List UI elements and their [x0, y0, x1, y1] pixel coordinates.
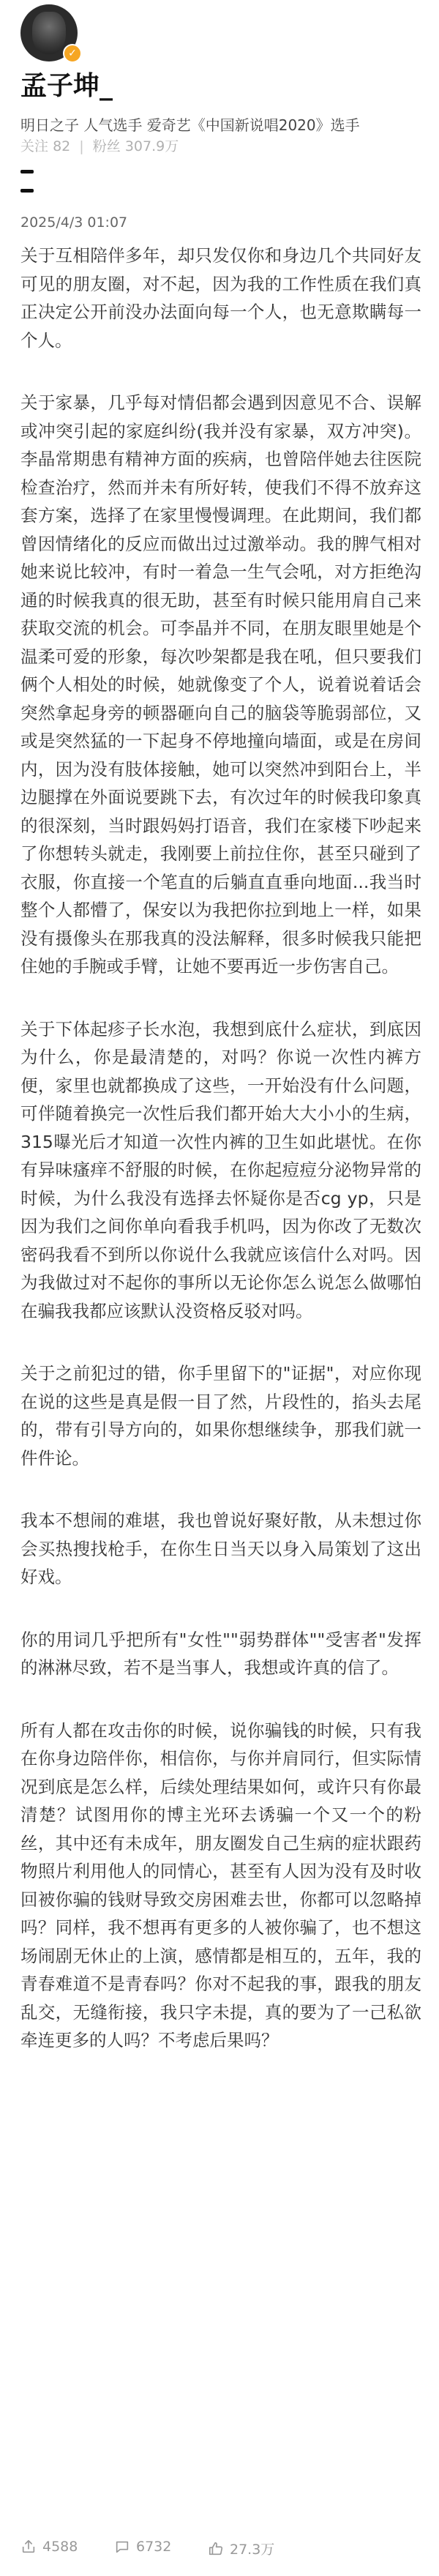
profile-header: [0, 0, 439, 154]
post-date: 2025/4/3 01:07: [20, 214, 128, 231]
post-action-bar: [20, 2533, 421, 2562]
profile-name[interactable]: 孟子坤_: [20, 71, 113, 101]
followers-label[interactable]: 粉丝: [92, 138, 121, 154]
verified-badge-icon: ✓: [63, 44, 82, 63]
dash-divider: [20, 189, 34, 193]
profile-stats: [20, 138, 179, 155]
post-paragraph: 关于下体起疹子长水泡，我想到底什么症状，到底因为什么，你是最清楚的，对吗？你说一次性内裤方便，家里也就都换成了这些，一开始没有什么问题，可伴随着换完一次性后我们都开始大大小小的生病，315曝光后才知道一次性内裤的卫生如此堪忧。在你有异味瘙痒不舒服的时候，在你起痘痘分泌物异常的时候，为什么我没有选择去怀疑你是否cg yp，只是因为我们之间你单向看我手机吗，因为你改了无数次密码我看不到所以你说什么我就应该信什么对吗。因为我做过对不起你的事所以无论你怎么说怎么做哪怕在骗我我都应该默认没资格反驳对吗。: [20, 1018, 421, 1321]
comment-icon: [114, 2539, 130, 2555]
post-paragraph: 关于互相陪伴多年，却只发仅你和身边几个共同好友可见的朋友圈，对不起，因为我的工作性质在我们真正决定公开前没办法面向每一个人，也无意欺瞒每一个人。: [20, 245, 421, 351]
post-paragraph: 所有人都在攻击你的时候，说你骗钱的时候，只有我在你身边陪伴你，相信你，与你并肩同行，但实际情况到底是怎么样，后续处理结果如何，或许只有你最清楚？试图用你的博主光环去诱骗一个又一个的粉丝，其中还有未成年，朋友圈发自己生病的症状跟药物照片利用他人的同情心，甚至有人因为没有及时收回被你骗的钱财导致交房困难去世，你都可以忽略掉吗？同样，我不想再有更多的人被你骗了，也不想这场闹剧无休止的上演，感情都是相互的，五年，我的青春难道不是青春吗？你对不起我的事，跟我的朋友乱交，无缝衔接，我只字未提，真的要为了一己私欲牵连更多的人吗？不考虑后果吗？: [20, 1720, 421, 2050]
share-icon: [20, 2539, 37, 2555]
followers-count[interactable]: 307.9万: [124, 138, 179, 154]
comment-count: 6732: [136, 2539, 172, 2555]
like-button[interactable]: [208, 2539, 274, 2558]
post-body: [20, 242, 421, 2089]
post-paragraph: 关于之前犯过的错，你手里留下的"证据"，对应你现在说的这些是真是假一目了然，片段性的，掐头去尾的，带有引导方向的，如果你想继续争，那我们就一件件论。: [20, 1363, 421, 1468]
post-paragraph: 我本不想闹的难堪，我也曾说好聚好散，从未想过你会买热搜找枪手，在你生日当天以身入局策划了这出好戏。: [20, 1510, 421, 1587]
like-icon: [208, 2541, 224, 2557]
share-button[interactable]: [20, 2539, 78, 2555]
share-count: 4588: [42, 2539, 78, 2555]
stats-divider: |: [79, 138, 84, 154]
avatar-photo: [32, 12, 66, 54]
post-paragraph: 关于家暴，几乎每对情侣都会遇到因意见不合、误解或冲突引起的家庭纠纷(我并没有家暴，双方冲突)。李晶常期患有精神方面的疾病，也曾陪伴她去往医院检查治疗，然而并未有所好转，使我们不得不放弃这套方案，选择了在家里慢慢调理。在此期间，我们都曾因情绪化的反应而做出过过激举动。我的脾气相对她来说比较冲，有时一着急一生气会吼，对方拒绝沟通的时候我真的很无助，甚至有时候只能用肩自己来获取交流的机会。可李晶并不同，在朋友眼里她是个温柔可爱的形象，每次吵架都是我在吼，但只要我们俩个人相处的时候，她就像变了个人，说着说着话会突然拿起身旁的顿器砸向自己的脑袋等脆弱部位，又或是突然猛的一下起身不停地撞向墙面，或是在房间内，因为没有肢体接触，她可以突然冲到阳台上，半边腿撑在外面说要跳下去，有次过年的时候我印象真的很深刻，当时跟妈妈打语音，我们在家楼下吵起来了你想转头就走，我刚要上前拉住你，甚至只碰到了衣服，你直接一个笔直的后躺直直垂向地面...我当时整个人都懵了，保安以为我把你拉到地上一样，如果没有摄像头在那我真的没法解释，很多时候我只能把住她的手腕或手臂，让她不要再近一步伤害自己。: [20, 392, 421, 977]
post-paragraph: 你的用词几乎把所有"女性""弱势群体""受害者"发挥的淋淋尽致，若不是当事人，我想或许真的信了。: [20, 1629, 421, 1678]
profile-tagline: 明日之子 人气选手 爱奇艺《中国新说唱2020》选手: [20, 116, 360, 134]
like-count: 27.3万: [230, 2542, 275, 2558]
following-count[interactable]: 82: [53, 138, 71, 154]
comment-button[interactable]: [114, 2539, 171, 2555]
following-label[interactable]: 关注: [20, 138, 49, 154]
dash-divider: [20, 170, 34, 173]
